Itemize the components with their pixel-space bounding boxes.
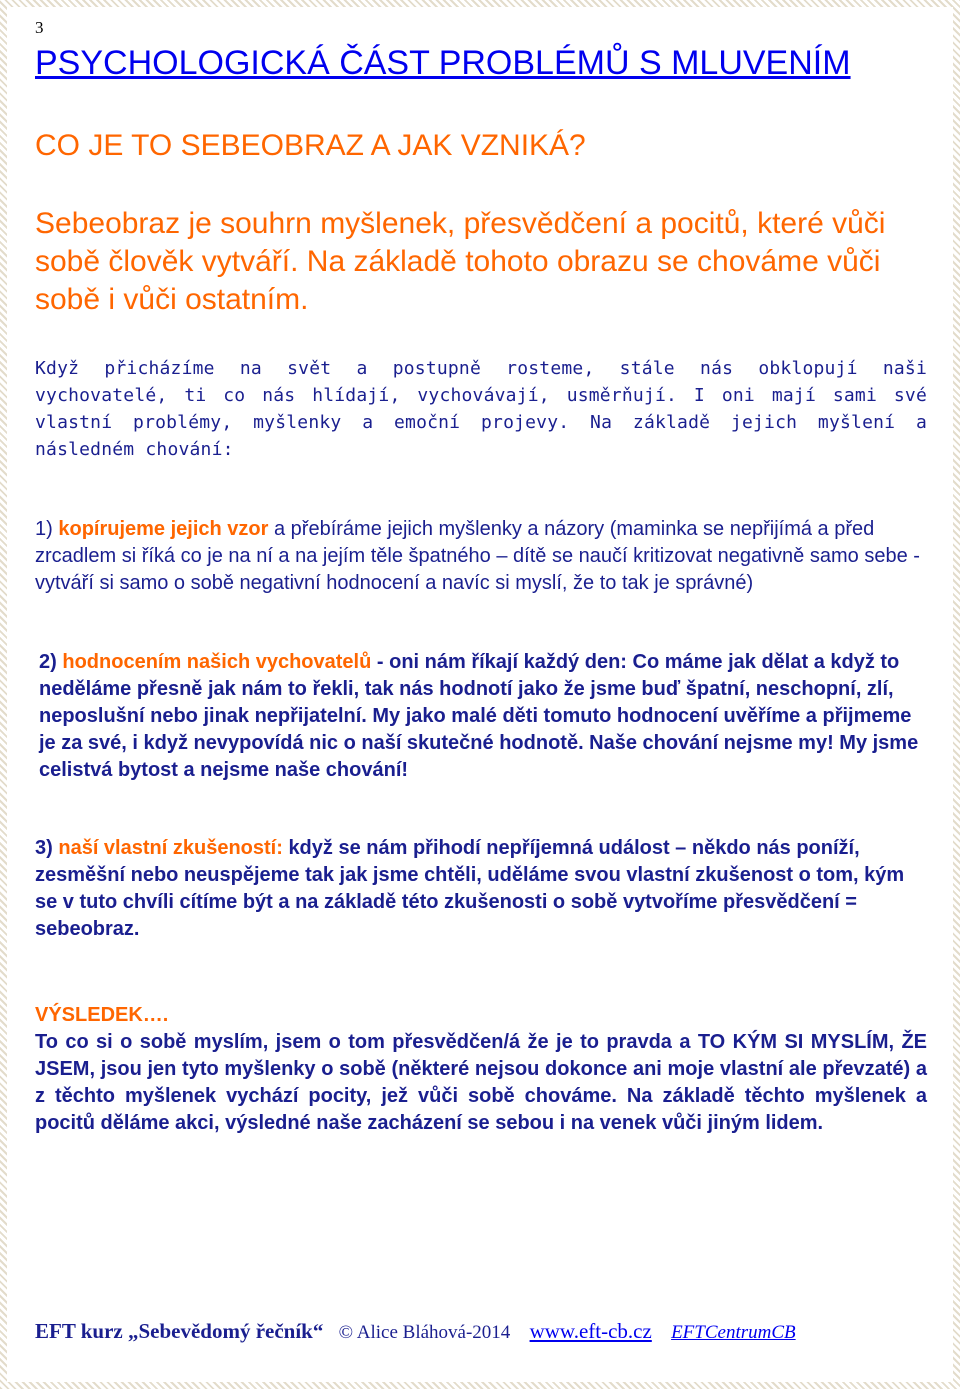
footer-website-link[interactable]: www.eft-cb.cz xyxy=(529,1319,652,1343)
document-page xyxy=(35,18,927,1137)
item-text: a přebíráme jejich myšlenky a názory (maminka se nepřijímá a před zrcadlem si říká co je na ní a na jejím těle špatného – dítě se naučí kritizovat negativně samo sebe - vytváří si samo o sobě negativní hodnocení a navíc si myslí, že to tak je správné) xyxy=(35,518,920,594)
item-highlight: hodnocením našich vychovatelů xyxy=(62,651,372,673)
paragraph-upbringing: Když přicházíme na svět a postupně rosteme, stále nás obklopují naši vychovatelé, ti co nás hlídají, vychovávají, usměrňují. I oni mají sami své vlastní problémy, myšlenky a emoční projevy. Na základě jejich myšlení a následném chování: xyxy=(35,358,927,460)
list-item xyxy=(35,649,927,784)
item-number: 3) xyxy=(35,837,53,859)
item-text: - oni nám říkají každý den: Co máme jak dělat a když to neděláme přesně jak nám to řekli, tak nás hodnotí jako že jsme buď špatní, neschopní, zlí, neposlušní nebo jinak nepřijatelní. My jako malé děti tomuto hodnocení uvěříme a přijmeme je za své, i když nevypovídá nic o naší skutečné hodnotě. Naše chování nejsme my! My jsme celistvá bytost a nejsme naše chování! xyxy=(39,651,919,781)
intro-paragraph: Sebeobraz je souhrn myšlenek, přesvědčení a pocitů, které vůči sobě člověk vytváří. Na základě tohoto obrazu se chováme vůči sobě i vůči ostatním. xyxy=(35,207,886,316)
document-title[interactable]: PSYCHOLOGICKÁ ČÁST PROBLÉMŮ S MLUVENÍM xyxy=(35,44,851,82)
result-heading: VÝSLEDEK…. xyxy=(35,1004,169,1026)
footer-course: EFT kurz „Sebevědomý řečník“ xyxy=(35,1319,324,1343)
item-text: když se nám přihodí nepříjemná událost – někdo nás poníží, zesměšní nebo neuspějeme tak jak jsme chtěli, uděláme svou vlastní zkušenost o tom, kým se v tuto chvíli cítíme být a na základě této zkušenosti o sobě vytvoříme přesvědčení = sebeobraz. xyxy=(35,837,905,940)
list-item xyxy=(35,516,927,597)
footer-facebook-link[interactable]: EFTCentrumCB xyxy=(671,1322,796,1343)
list-item xyxy=(35,835,927,943)
footer-copyright: © Alice Bláhová-2014 xyxy=(338,1322,511,1343)
result-paragraph: To co si o sobě myslím, jsem o tom přesvědčen/á že je to pravda a TO KÝM SI MYSLÍM, ŽE JSEM, jsou jen tyto myšlenky o sobě (některé nejsou dokonce ani moje vlastní ale převzaté) a z těchto myšlenek vychází pocity, jež vůči sobě chováme. Na základě těchto myšlenek a pocitů děláme akci, výsledné naše zacházení se sebou i na venek vůči jiným lidem. xyxy=(35,1031,927,1134)
item-number: 2) xyxy=(39,651,57,673)
item-highlight: kopírujeme jejich vzor xyxy=(58,518,269,540)
item-highlight: naší vlastní zkušeností: xyxy=(58,837,283,859)
page-number: 3 xyxy=(35,18,44,37)
item-number: 1) xyxy=(35,518,53,540)
section-question: CO JE TO SEBEOBRAZ A JAK VZNIKÁ? xyxy=(35,129,586,162)
page-footer xyxy=(35,1318,927,1346)
